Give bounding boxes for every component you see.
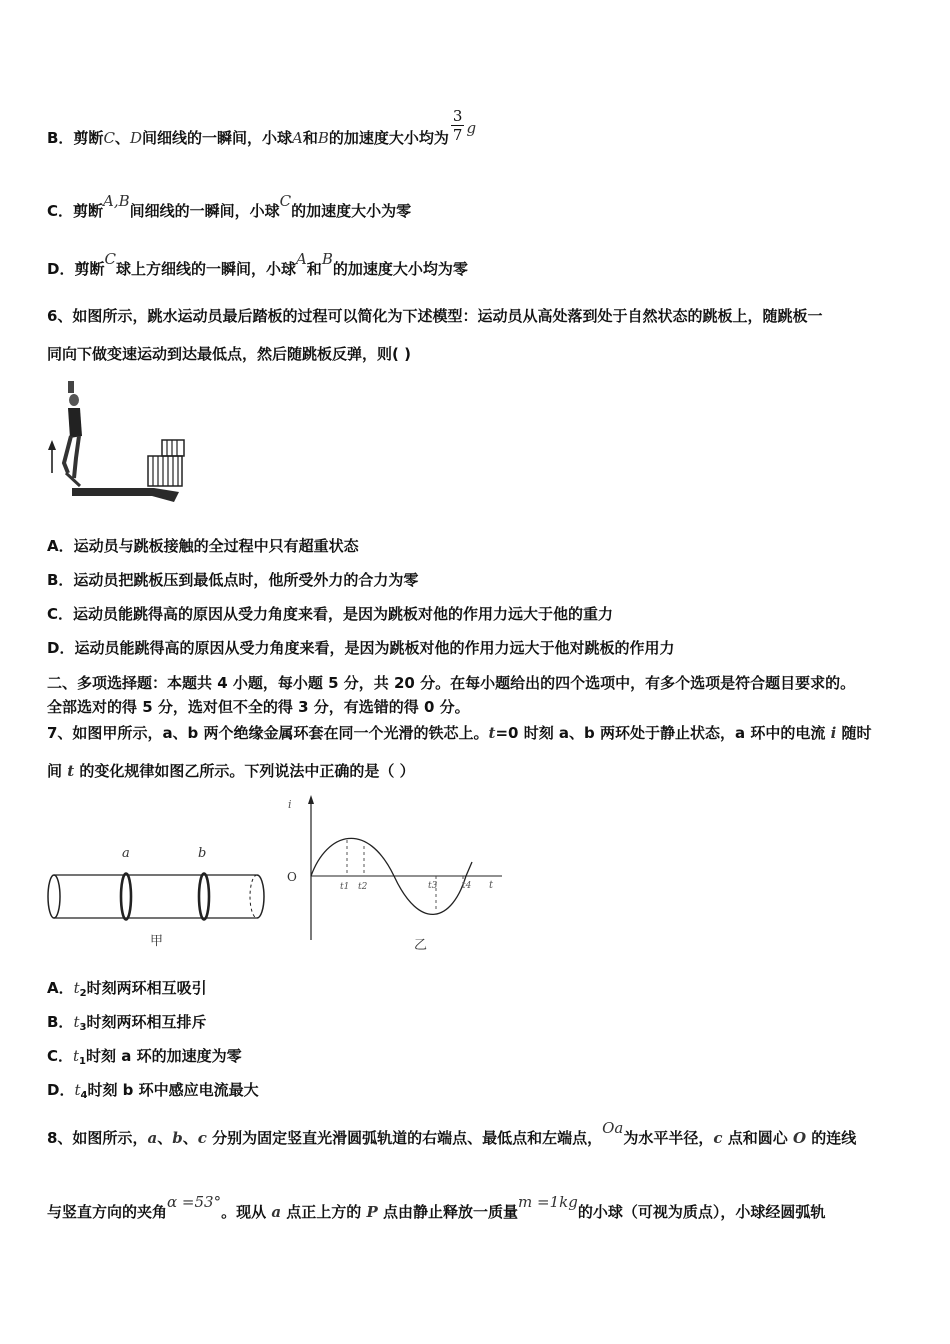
math-c: C: [104, 250, 116, 268]
current-graph: [282, 792, 517, 954]
math-d: D: [129, 129, 142, 147]
text: 球上方细线的一瞬间，小球: [115, 260, 296, 278]
axis-i-label: i: [288, 798, 292, 811]
t4-tick: t4: [462, 881, 472, 891]
text: D．剪断: [47, 260, 105, 278]
q7-stem-line-2: [47, 760, 415, 781]
text: 时刻 b 环中感应电流最大: [87, 1081, 259, 1099]
math-t: t: [488, 724, 496, 742]
math-oa: Oa: [602, 1119, 624, 1137]
text: 8、如图所示，: [47, 1129, 148, 1147]
section-2-heading-line-2: 全部选对的得 5 分，选对但不全的得 3 分，有选错的得 0 分。: [47, 698, 470, 716]
text: 。现从: [221, 1203, 272, 1221]
math-c: c: [713, 1129, 723, 1147]
fraction: [451, 107, 465, 144]
math-t: t: [67, 762, 75, 780]
math-i: i: [830, 724, 837, 742]
text: 间: [47, 762, 68, 780]
text: 点由静止释放一质量: [377, 1203, 519, 1221]
subscript: 4: [80, 1090, 88, 1101]
text: 时刻 a 环的加速度为零: [86, 1047, 242, 1065]
diving-board-figure: [44, 378, 194, 510]
q5-option-d: [47, 250, 468, 279]
text: 和: [302, 129, 318, 147]
math-t: t: [73, 1047, 80, 1065]
text: 为水平半径，: [623, 1129, 714, 1147]
q7-stem-line-1: [47, 722, 872, 743]
figure-right-caption: 乙: [414, 938, 428, 953]
q7-option-a: [47, 977, 207, 999]
text: 的变化规律如图乙所示。下列说法中正确的是（ ）: [74, 762, 415, 780]
text: C．剪断: [47, 202, 104, 220]
section-2-heading-line-1: 二、多项选择题：本题共 4 小题，每小题 5 分，共 20 分。在每小题给出的四个选项中，有多个选项是符合题目要求的。: [47, 674, 856, 692]
math-t: t: [74, 1081, 81, 1099]
q6-stem-line-2: 同向下做变速运动到达最低点，然后随跳板反弹，则( ): [47, 345, 411, 363]
q7-option-b: [47, 1011, 206, 1033]
q7-option-d: [47, 1079, 259, 1101]
iron-core-figure: [40, 838, 275, 953]
t3-tick: t3: [428, 881, 438, 891]
text: 点正上方的: [281, 1203, 367, 1221]
ring-a: [121, 874, 131, 920]
text: 间细线的一瞬间，小球: [141, 129, 292, 147]
q5-option-c: [47, 192, 412, 221]
math-b: B: [321, 250, 333, 268]
fraction-numerator: 3: [452, 107, 463, 125]
q8-stem-line-2: [47, 1193, 826, 1222]
text: C．: [47, 1047, 74, 1065]
math-ab: A,B: [103, 192, 130, 210]
text: 7、如图甲所示，a、b 两个绝缘金属环套在同一个光滑的铁芯上。: [47, 724, 489, 742]
math-c: c: [197, 1129, 207, 1147]
math-c: C: [279, 192, 292, 210]
t1-tick: t1: [340, 882, 350, 892]
q6-option-c: C．运动员能跳得高的原因从受力角度来看，是因为跳板对他的作用力远大于他的重力: [47, 605, 614, 623]
ring-a-label: a: [122, 846, 130, 861]
subscript: 3: [79, 1022, 87, 1033]
math-t: t: [73, 1013, 80, 1031]
q6-option-b: B．运动员把跳板压到最低点时，他所受外力的合力为零: [47, 571, 419, 589]
text: D．: [47, 1081, 75, 1099]
q6-option-d: D．运动员能跳得高的原因从受力角度来看，是因为跳板对他的作用力远大于他对跳板的作用力: [47, 639, 675, 657]
text: 和: [306, 260, 322, 278]
text: =0 时刻 a、b 两环处于静止状态，a 环中的电流: [495, 724, 831, 742]
text: 时刻两环相互吸引: [86, 979, 207, 997]
text: B．剪断: [47, 129, 104, 147]
text: 的加速度大小均为零: [332, 260, 468, 278]
text: B．: [47, 1013, 74, 1031]
math-a: a: [147, 1129, 158, 1147]
text: 随时: [836, 724, 872, 742]
math-p: P: [366, 1203, 378, 1221]
ring-b: [199, 874, 209, 920]
text: 点和圆心: [722, 1129, 793, 1147]
math-o: O: [792, 1129, 807, 1147]
ring-b-label: b: [198, 846, 207, 861]
math-b: B: [317, 129, 329, 147]
math-c: C: [103, 129, 115, 147]
math-a: A: [295, 250, 307, 268]
text: 的加速度大小为零: [291, 202, 412, 220]
math-a: a: [271, 1203, 282, 1221]
text: 时刻两环相互排斥: [86, 1013, 207, 1031]
axis-t-label: t: [489, 880, 494, 891]
text: 的连线: [806, 1129, 857, 1147]
subscript: 2: [79, 988, 87, 999]
q6-stem-line-1: 6、如图所示，跳水运动员最后踏板的过程可以简化为下述模型：运动员从高处落到处于自然状态的跳板上，随跳板一: [47, 307, 823, 325]
math-b: b: [172, 1129, 183, 1147]
math-mass: m =1kg: [518, 1193, 578, 1211]
q5-option-b: [47, 107, 477, 148]
text: 、: [157, 1129, 173, 1147]
text: 、: [182, 1129, 198, 1147]
math-g: g: [466, 119, 477, 137]
q8-stem-line-1: [47, 1119, 857, 1148]
math-t: t: [73, 979, 80, 997]
q6-option-a: A．运动员与跳板接触的全过程中只有超重状态: [47, 537, 359, 555]
figure-left-caption: 甲: [150, 934, 164, 949]
text: 的小球（可视为质点），小球经圆弧轨: [577, 1203, 826, 1221]
fraction-denominator: 7: [452, 126, 463, 144]
text: 与竖直方向的夹角: [47, 1203, 168, 1221]
q7-option-c: [47, 1045, 242, 1067]
text: 的加速度大小均为: [328, 129, 449, 147]
text: A．: [47, 979, 74, 997]
math-alpha: α =53°: [167, 1193, 222, 1211]
origin-label: O: [287, 870, 297, 884]
t2-tick: t2: [358, 882, 368, 892]
subscript: 1: [79, 1056, 87, 1067]
text: 分别为固定竖直光滑圆弧轨道的右端点、最低点和左端点，: [206, 1129, 603, 1147]
text: 间细线的一瞬间，小球: [129, 202, 280, 220]
math-a: A: [291, 129, 303, 147]
text: 、: [114, 129, 130, 147]
